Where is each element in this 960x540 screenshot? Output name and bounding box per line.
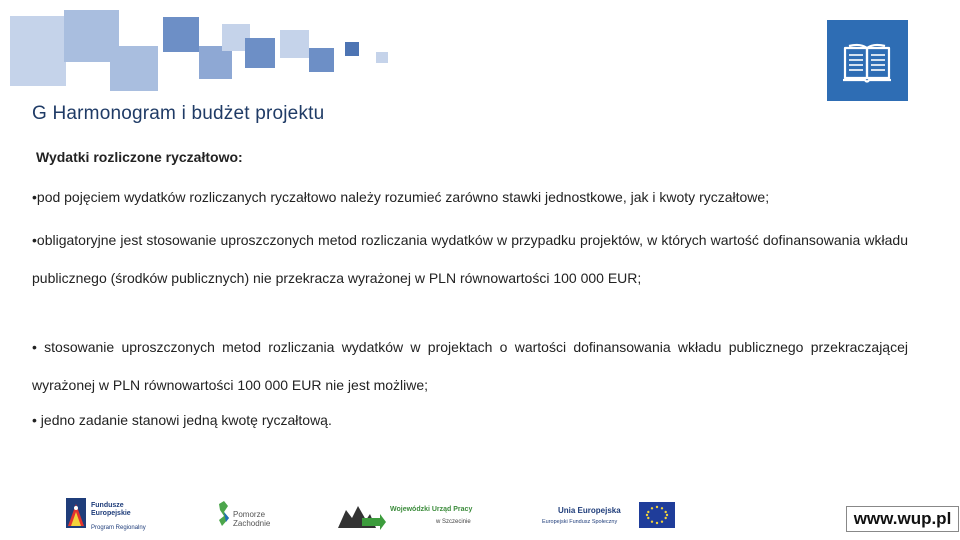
footer-logos (0, 494, 960, 538)
wup-logo (336, 500, 482, 534)
website-label: www.wup.pl (846, 506, 959, 532)
decor-square (10, 16, 66, 86)
decor-square (309, 48, 334, 72)
fe-logo-subtext: Program Regionalny (91, 525, 146, 531)
bullet-paragraph: • stosowanie uproszczonych metod rozliczania wydatków w projektach o wartości dofinansowania wkładu publicznego przekraczającej wyrażonej w PLN równowartości 100 000 EUR nie jest możliwe; (32, 339, 908, 393)
section-subtitle: Wydatki rozliczone ryczałtowo: (36, 149, 243, 165)
bullet-paragraph: •obligatoryjne jest stosowanie uproszczonych metod rozliczania wydatków w przypadku projektów, w których wartość dofinansowania wkładu publicznego (środków publicznych) nie przekracza wyrażonej w PLN równowartości 100 000 EUR; (32, 232, 908, 286)
ue-logo (540, 500, 676, 534)
decor-square (345, 42, 359, 56)
book-icon-box (827, 20, 908, 101)
wup-logo-icon (336, 500, 386, 530)
fe-logo-icon (66, 498, 86, 528)
page-title: G Harmonogram i budżet projektu (32, 103, 325, 124)
wup-logo-subtext: w Szczecinie (436, 519, 471, 525)
fe-logo-text: Fundusze Europejskie (91, 502, 131, 517)
decor-square (110, 46, 158, 91)
pomorze-logo-text: Pomorze Zachodnie (233, 510, 271, 528)
decor-square (280, 30, 309, 58)
eu-flag-icon (639, 502, 675, 528)
pomorze-zachodnie-logo (216, 500, 280, 532)
book-icon (827, 20, 908, 101)
wup-logo-text: Wojewódzki Urząd Pracy (390, 506, 473, 513)
ue-logo-text: Unia Europejska (558, 506, 621, 515)
decor-square (163, 17, 199, 52)
ue-logo-subtext: Europejski Fundusz Społeczny (542, 519, 618, 525)
fe-logo (66, 498, 156, 532)
pomorze-logo-icon (216, 500, 232, 528)
bullet-paragraph: • jedno zadanie stanowi jedną kwotę ryczałtową. (32, 412, 332, 428)
decor-square (245, 38, 275, 68)
bullet-paragraph: •pod pojęciem wydatków rozliczanych ryczałtowo należy rozumieć zarówno stawki jednostkowe, jak i kwoty ryczałtowe; (32, 189, 770, 205)
decor-square (376, 52, 388, 63)
